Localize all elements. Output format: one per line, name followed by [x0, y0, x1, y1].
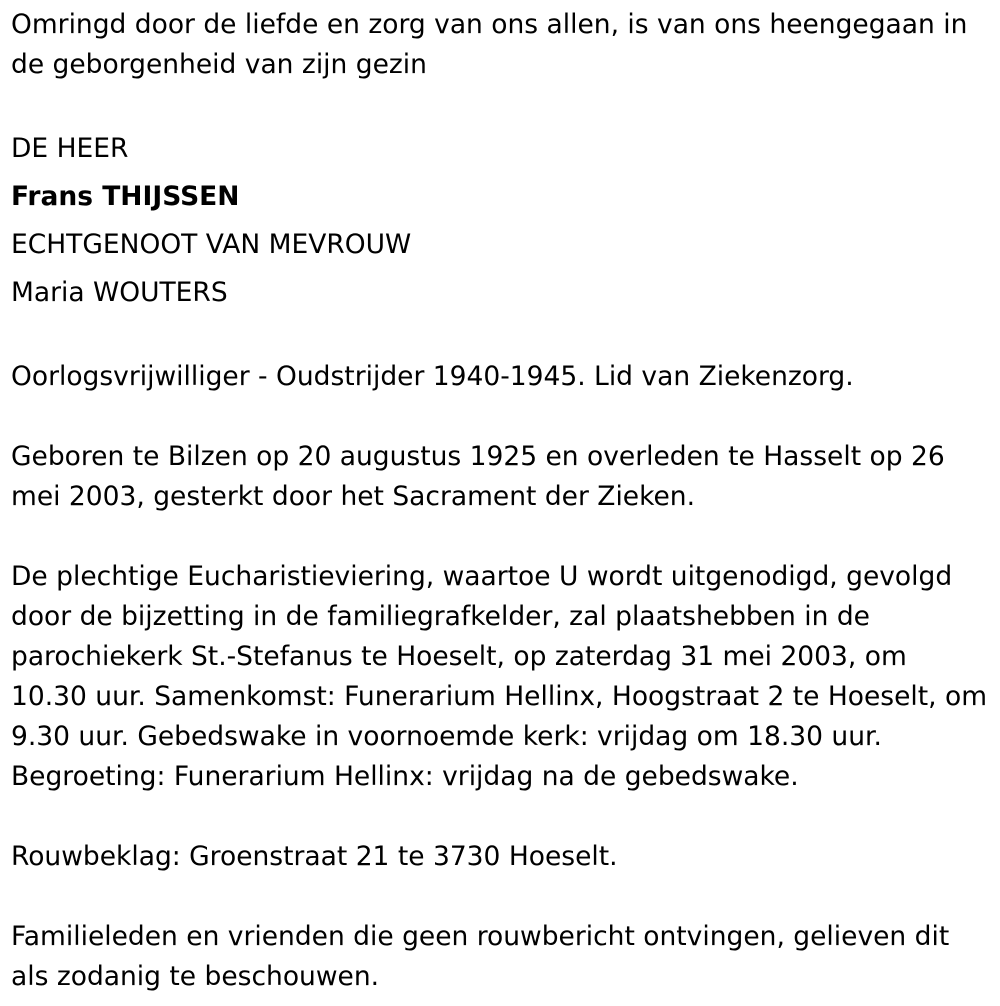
relation-line: ECHTGENOOT VAN MEVROUW: [11, 229, 412, 260]
deceased-name: Frans THIJSSEN: [11, 181, 240, 212]
honorific-title: DE HEER: [11, 133, 129, 164]
obituary-document: [11, 5, 991, 997]
veteran-line: Oorlogsvrijwilliger - Oudstrijder 1940-1945. Lid van Ziekenzorg.: [11, 361, 854, 392]
spacer: [11, 317, 991, 357]
spacer: [11, 797, 991, 837]
birth-death-paragraph: Geboren te Bilzen op 20 augustus 1925 en overleden te Hasselt op 26 mei 2003, gesterkt door het Sacrament der Zieken.: [11, 441, 945, 512]
ceremony-paragraph: De plechtige Eucharistieviering, waartoe U wordt uitgenodigd, gevolgd door de bijzetting in de familiegrafkelder, zal plaatshebben in de parochiekerk St.-Stefanus te Hoeselt, op zaterdag 31 mei 2003, om 10.30 uur. Samenkomst: Funerarium Hellinx, Hoogstraat 2 te Hoeselt, om 9.30 uur. Gebedswake in voornoemde kerk: vrijdag om 18.30 uur. Begroeting: Funerarium Hellinx: vrijdag na de gebedswake.: [11, 561, 988, 792]
condolences-line: Rouwbeklag: Groenstraat 21 te 3730 Hoeselt.: [11, 841, 618, 872]
spacer: [11, 517, 991, 557]
closing-paragraph: Familieleden en vrienden die geen rouwbericht ontvingen, gelieven dit als zodanig te beschouwen.: [11, 921, 950, 992]
spacer: [11, 85, 991, 125]
spouse-name: Maria WOUTERS: [11, 277, 228, 308]
spacer: [11, 877, 991, 917]
spacer: [11, 397, 991, 437]
intro-paragraph: Omringd door de liefde en zorg van ons allen, is van ons heengegaan in de geborgenheid van zijn gezin: [11, 9, 968, 80]
